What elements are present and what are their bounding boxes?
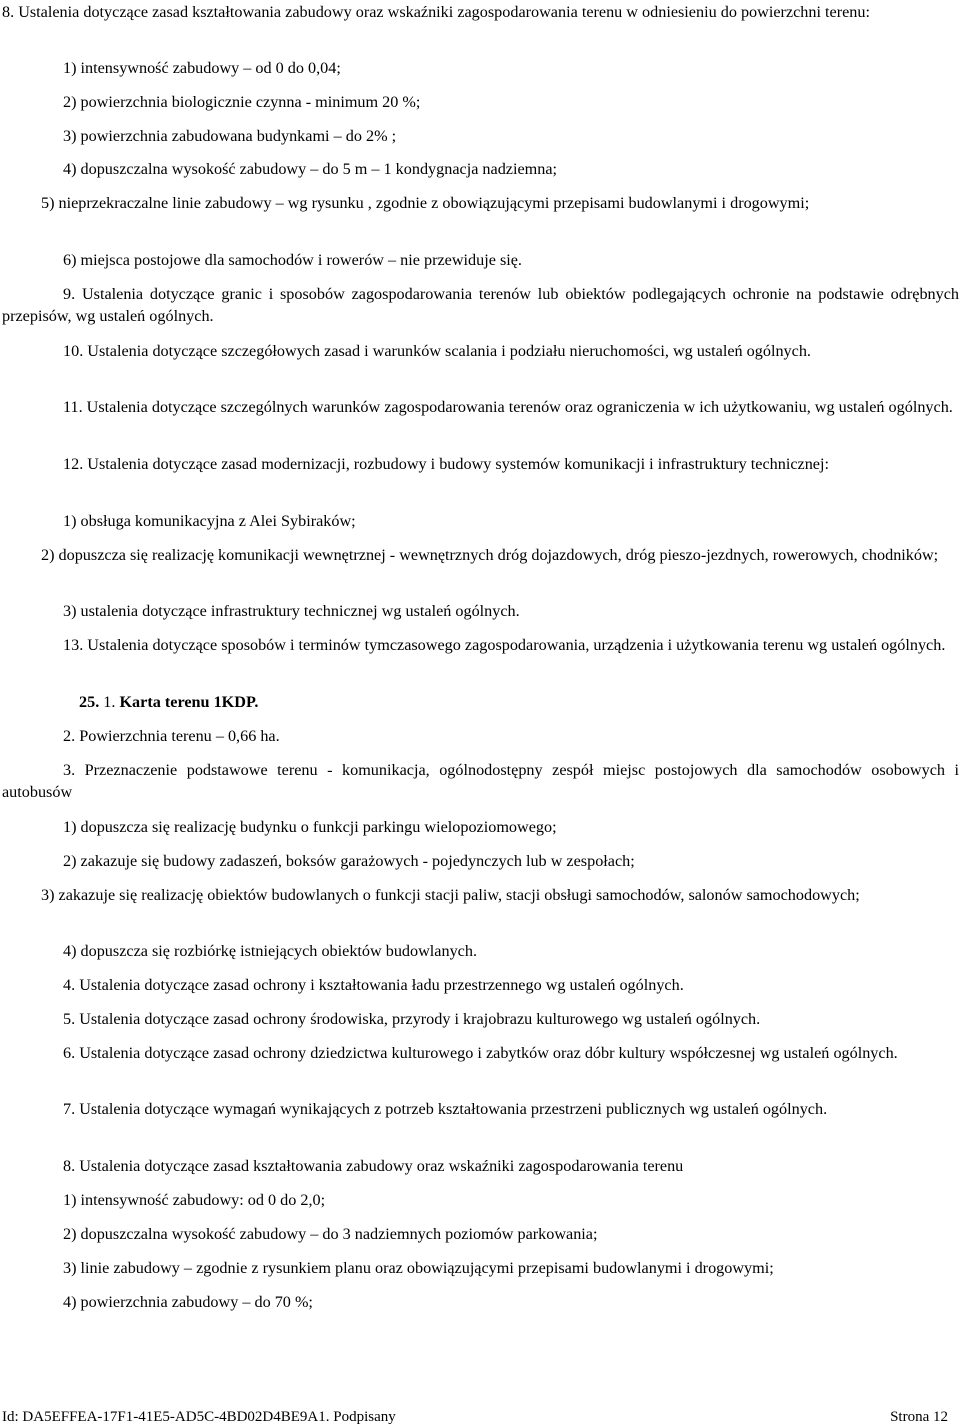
list-item: 2) dopuszcza się realizację komunikacji wewnętrznej - wewnętrznych dróg dojazdowych, dróg pieszo-jezdnych, rowerowych, chodników;: [41, 546, 939, 564]
paragraph: 5. Ustalenia dotyczące zasad ochrony środowiska, przyrody i krajobrazu kulturowego wg ustaleń ogólnych.: [63, 1010, 761, 1028]
document-id: Id: DA5EFFEA-17F1-41E5-AD5C-4BD02D4BE9A1. Podpisany: [2, 1409, 396, 1425]
paragraph: 8. Ustalenia dotyczące zasad kształtowania zabudowy oraz wskaźniki zagospodarowania terenu w odniesieniu do powierzchni terenu:: [2, 3, 870, 21]
paragraph: 3. Przeznaczenie podstawowe terenu - komunikacja, ogólnodostępny zespół miejsc postojowych dla samochodów osobowych i autobusów: [2, 761, 959, 801]
paragraph: 4. Ustalenia dotyczące zasad ochrony i kształtowania ładu przestrzennego wg ustaleń ogólnych.: [63, 976, 684, 994]
section-item-number: 1.: [103, 693, 116, 711]
list-item: 4) dopuszcza się rozbiórkę istniejących obiektów budowlanych.: [63, 942, 477, 960]
list-item: 3) ustalenia dotyczące infrastruktury technicznej wg ustaleń ogólnych.: [63, 602, 520, 620]
list-item: 1) intensywność zabudowy – od 0 do 0,04;: [63, 59, 341, 77]
list-item: 3) linie zabudowy – zgodnie z rysunkiem planu oraz obowiązującymi przepisami budowlanymi i drogowymi;: [63, 1259, 774, 1277]
section-title: Karta terenu 1KDP.: [119, 693, 259, 711]
paragraph: 11. Ustalenia dotyczące szczególnych warunków zagospodarowania terenów oraz ograniczenia w ich użytkowaniu, wg ustaleń ogólnych.: [63, 398, 953, 416]
list-item: 4) dopuszczalna wysokość zabudowy – do 5 m – 1 kondygnacja nadziemna;: [63, 160, 558, 178]
paragraph: 2. Powierzchnia terenu – 0,66 ha.: [63, 727, 280, 745]
paragraph: 12. Ustalenia dotyczące zasad modernizacji, rozbudowy i budowy systemów komunikacji i infrastruktury technicznej:: [63, 455, 829, 473]
list-item: 1) obsługa komunikacyjna z Alei Sybiraków;: [63, 512, 356, 530]
paragraph: 9. Ustalenia dotyczące granic i sposobów zagospodarowania terenów lub obiektów podlegających ochronie na podstawie odrębnych przepisów, wg ustaleń ogólnych.: [2, 285, 959, 325]
list-item: 6) miejsca postojowe dla samochodów i rowerów – nie przewiduje się.: [63, 251, 522, 269]
section-number: 25.: [79, 693, 100, 711]
list-item: 5) nieprzekraczalne linie zabudowy – wg rysunku , zgodnie z obowiązującymi przepisami budowlanymi i drogowymi;: [41, 194, 810, 212]
page-footer: [2, 1407, 948, 1427]
paragraph: 8. Ustalenia dotyczące zasad kształtowania zabudowy oraz wskaźniki zagospodarowania terenu: [63, 1157, 684, 1175]
paragraph: 7. Ustalenia dotyczące wymagań wynikających z potrzeb kształtowania przestrzeni publicznych wg ustaleń ogólnych.: [63, 1100, 828, 1118]
list-item: 1) dopuszcza się realizację budynku o funkcji parkingu wielopoziomowego;: [63, 818, 557, 836]
paragraph: 6. Ustalenia dotyczące zasad ochrony dziedzictwa kulturowego i zabytków oraz dóbr kultury współczesnej wg ustaleń ogólnych.: [63, 1044, 898, 1062]
list-item: 2) dopuszczalna wysokość zabudowy – do 3 nadziemnych poziomów parkowania;: [63, 1225, 598, 1243]
paragraph: 13. Ustalenia dotyczące sposobów i terminów tymczasowego zagospodarowania, urządzenia i użytkowania terenu wg ustaleń ogólnych.: [63, 636, 946, 654]
list-item: 2) powierzchnia biologicznie czynna - minimum 20 %;: [63, 93, 421, 111]
page-number: Strona 12: [890, 1409, 948, 1425]
list-item: 2) zakazuje się budowy zadaszeń, boksów garażowych - pojedynczych lub w zespołach;: [63, 852, 635, 870]
list-item: 4) powierzchnia zabudowy – do 70 %;: [63, 1293, 313, 1311]
list-item: 3) zakazuje się realizację obiektów budowlanych o funkcji stacji paliw, stacji obsługi samochodów, salonów samochodowych;: [41, 886, 860, 904]
list-item: 1) intensywność zabudowy: od 0 do 2,0;: [63, 1191, 326, 1209]
paragraph: 10. Ustalenia dotyczące szczegółowych zasad i warunków scalania i podziału nieruchomości, wg ustaleń ogólnych.: [63, 342, 811, 360]
list-item: 3) powierzchnia zabudowana budynkami – do 2% ;: [63, 127, 397, 145]
section-heading: [79, 691, 959, 713]
